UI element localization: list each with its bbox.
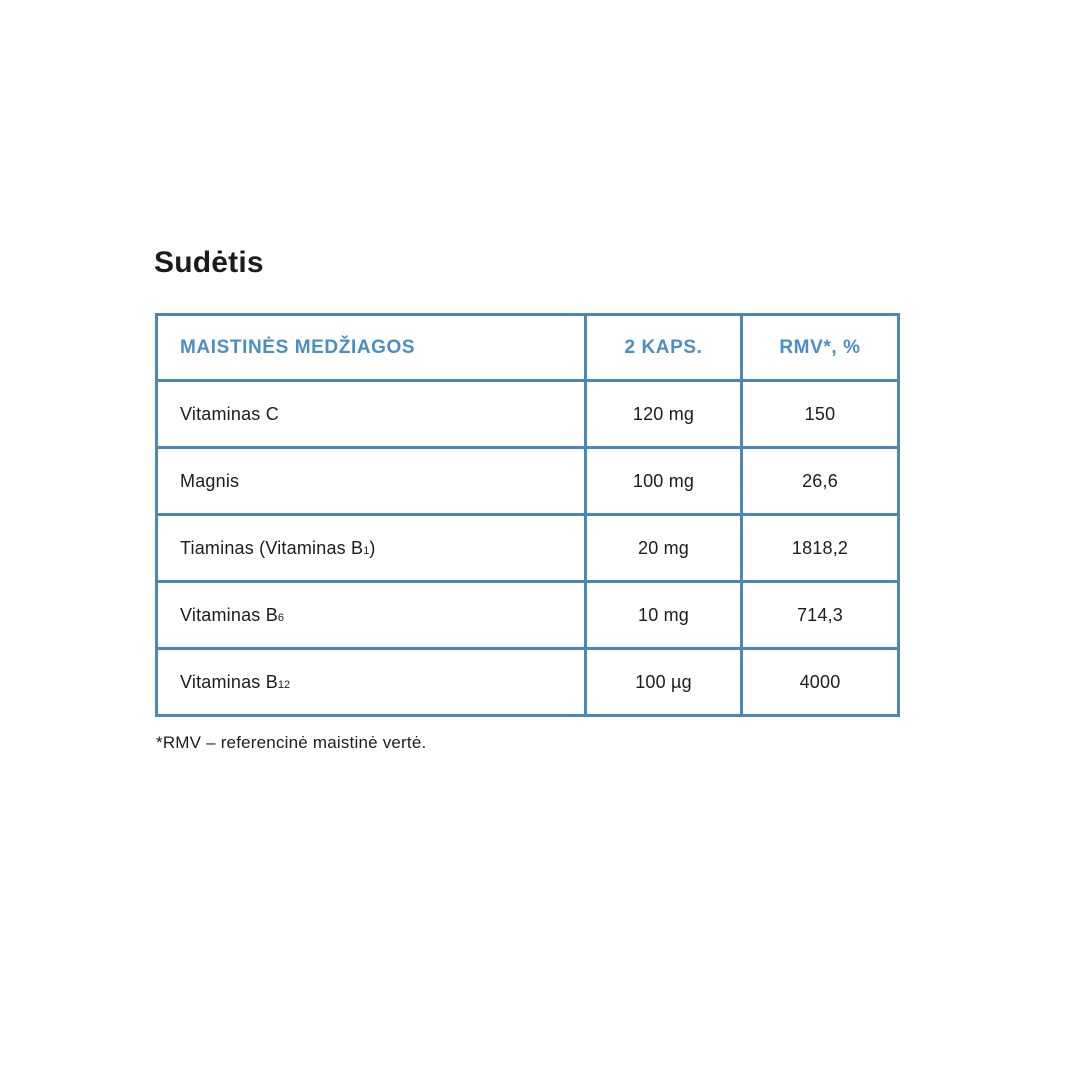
nutrient-name-cell xyxy=(157,582,586,649)
nutrition-table xyxy=(155,313,900,717)
table-row xyxy=(157,582,899,649)
rmv-cell: 714,3 xyxy=(742,582,899,649)
amount-cell: 20 mg xyxy=(586,515,742,582)
nutrient-name-text: Tiaminas (Vitaminas B xyxy=(180,537,364,558)
table-row xyxy=(157,515,899,582)
nutrient-name-cell xyxy=(157,448,586,515)
rmv-cell: 26,6 xyxy=(742,448,899,515)
nutrient-name-text: Vitaminas B xyxy=(180,671,278,692)
footnote: *RMV – referencinė maistinė vertė. xyxy=(156,733,427,752)
amount-cell: 100 µg xyxy=(586,649,742,716)
subscript-digit: 12 xyxy=(277,678,291,691)
column-header-amount: 2 KAPS. xyxy=(586,315,742,381)
nutrient-name-text: Vitaminas C xyxy=(180,403,279,424)
rmv-cell: 4000 xyxy=(742,649,899,716)
nutrient-name-text: ) xyxy=(369,537,376,558)
nutrient-name-cell xyxy=(157,515,586,582)
table-body xyxy=(157,381,899,716)
table-row xyxy=(157,381,899,448)
table-row xyxy=(157,448,899,515)
table-row xyxy=(157,649,899,716)
amount-cell: 100 mg xyxy=(586,448,742,515)
nutrient-name-cell xyxy=(157,381,586,448)
rmv-cell: 1818,2 xyxy=(742,515,899,582)
column-header-nutrients: MAISTINĖS MEDŽIAGOS xyxy=(157,315,586,381)
rmv-cell: 150 xyxy=(742,381,899,448)
nutrient-name-text: Magnis xyxy=(180,470,240,491)
subscript-digit: 1 xyxy=(363,544,370,557)
amount-cell: 120 mg xyxy=(586,381,742,448)
table-header-row xyxy=(157,315,899,381)
nutrient-name-cell xyxy=(157,649,586,716)
column-header-rmv: RMV*, % xyxy=(742,315,899,381)
nutrient-name-text: Vitaminas B xyxy=(180,604,278,625)
amount-cell: 10 mg xyxy=(586,582,742,649)
subscript-digit: 6 xyxy=(277,611,285,624)
page-title: Sudėtis xyxy=(154,246,264,279)
